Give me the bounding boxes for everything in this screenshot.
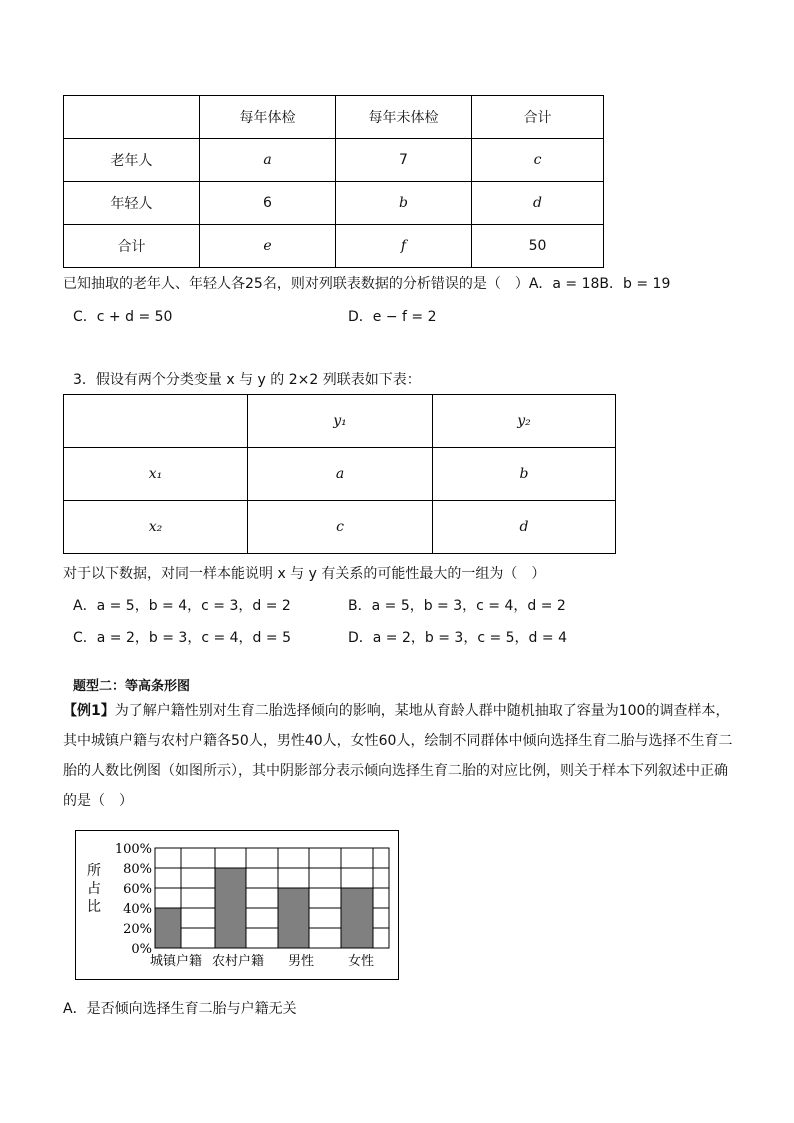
table1-cell: f — [336, 225, 472, 268]
table1-cell: 7 — [336, 139, 472, 182]
chart-frame — [75, 830, 399, 980]
table1-header-total: 合计 — [472, 96, 604, 139]
table2-cell: d — [433, 501, 616, 554]
y-axis-label-char: 所 — [87, 863, 101, 879]
section-title: 题型二：等高条形图 — [73, 679, 191, 694]
table2-cell: c — [248, 501, 433, 554]
q3-option-b: B．a = 5，b = 3，c = 4，d = 2 — [348, 598, 566, 614]
example-paragraph — [63, 696, 733, 816]
q3-option-d: D．a = 2，b = 3，c = 5，d = 4 — [348, 630, 567, 646]
x-category-label: 城镇户籍 — [149, 954, 203, 969]
table1-row-label: 年轻人 — [64, 182, 200, 225]
y-tick-label: 100% — [114, 842, 152, 857]
y-tick-label: 80% — [123, 862, 152, 877]
y-axis-label-char: 比 — [87, 899, 101, 915]
table1-cell: d — [472, 182, 604, 225]
y-tick-label: 0% — [131, 942, 152, 957]
table2-cell: a — [248, 448, 433, 501]
contingency-table-1 — [63, 95, 604, 268]
q2-option-d: D．e − f = 2 — [348, 309, 437, 325]
y-tick-label: 20% — [123, 922, 152, 937]
q2-option-c: C．c + d = 50 — [73, 309, 173, 325]
table1-row-label: 合计 — [64, 225, 200, 268]
table1-header-unchecked: 每年未体检 — [336, 96, 472, 139]
table2-header-empty — [64, 395, 248, 448]
q3-question: 对于以下数据，对同一样本能说明 x 与 y 有关系的可能性最大的一组为（ ） — [63, 566, 546, 582]
q2-stem: 已知抽取的老年人、年轻人各25名，则对列联表数据的分析错误的是（ ）A．a = 18B．b = 19 — [63, 276, 671, 292]
table1-header-checked: 每年体检 — [200, 96, 336, 139]
bar-3 — [278, 888, 309, 948]
bar-4 — [341, 888, 373, 948]
table2-header-y1: y₁ — [248, 395, 433, 448]
bar-chart — [76, 831, 398, 979]
bar-1 — [155, 908, 181, 948]
q3-option-a: A．a = 5，b = 4，c = 3，d = 2 — [73, 598, 291, 614]
table2-row-label-x2: x₂ — [64, 501, 248, 554]
example-text: 为了解户籍性别对生育二胎选择倾向的影响，某地从育龄人群中随机抽取了容量为100的调查样本，其中城镇户籍与农村户籍各50人，男性40人，女性60人，绘制不同群体中倾向选择生育二胎与选择不生育二胎的人数比例图（如图所示），其中阴影部分表示倾向选择生育二胎的对应比例，则关于样本下列叙述中正确的是（ ） — [63, 703, 733, 809]
table1-cell: c — [472, 139, 604, 182]
y-axis-label-char: 占 — [87, 881, 101, 897]
table1-cell: e — [200, 225, 336, 268]
example-option-a: A．是否倾向选择生育二胎与户籍无关 — [63, 1001, 297, 1017]
table2-cell: b — [433, 448, 616, 501]
table1-cell: a — [200, 139, 336, 182]
x-category-label: 农村户籍 — [211, 954, 265, 969]
y-tick-label: 40% — [123, 902, 152, 917]
table2-row-label-x1: x₁ — [64, 448, 248, 501]
q3-stem: 3．假设有两个分类变量 x 与 y 的 2×2 列联表如下表： — [73, 372, 421, 388]
table1-header-empty — [64, 96, 200, 139]
example-label: 【例1】 — [63, 703, 115, 719]
contingency-table-2 — [63, 394, 616, 554]
y-tick-label: 60% — [123, 882, 152, 897]
bar-2 — [215, 868, 246, 948]
x-category-label: 女性 — [347, 954, 375, 969]
table1-cell: 50 — [472, 225, 604, 268]
q3-option-c: C．a = 2，b = 3，c = 4，d = 5 — [73, 630, 291, 646]
table2-header-y2: y₂ — [433, 395, 616, 448]
x-category-label: 男性 — [287, 954, 315, 969]
table1-cell: 6 — [200, 182, 336, 225]
table1-row-label: 老年人 — [64, 139, 200, 182]
table1-cell: b — [336, 182, 472, 225]
